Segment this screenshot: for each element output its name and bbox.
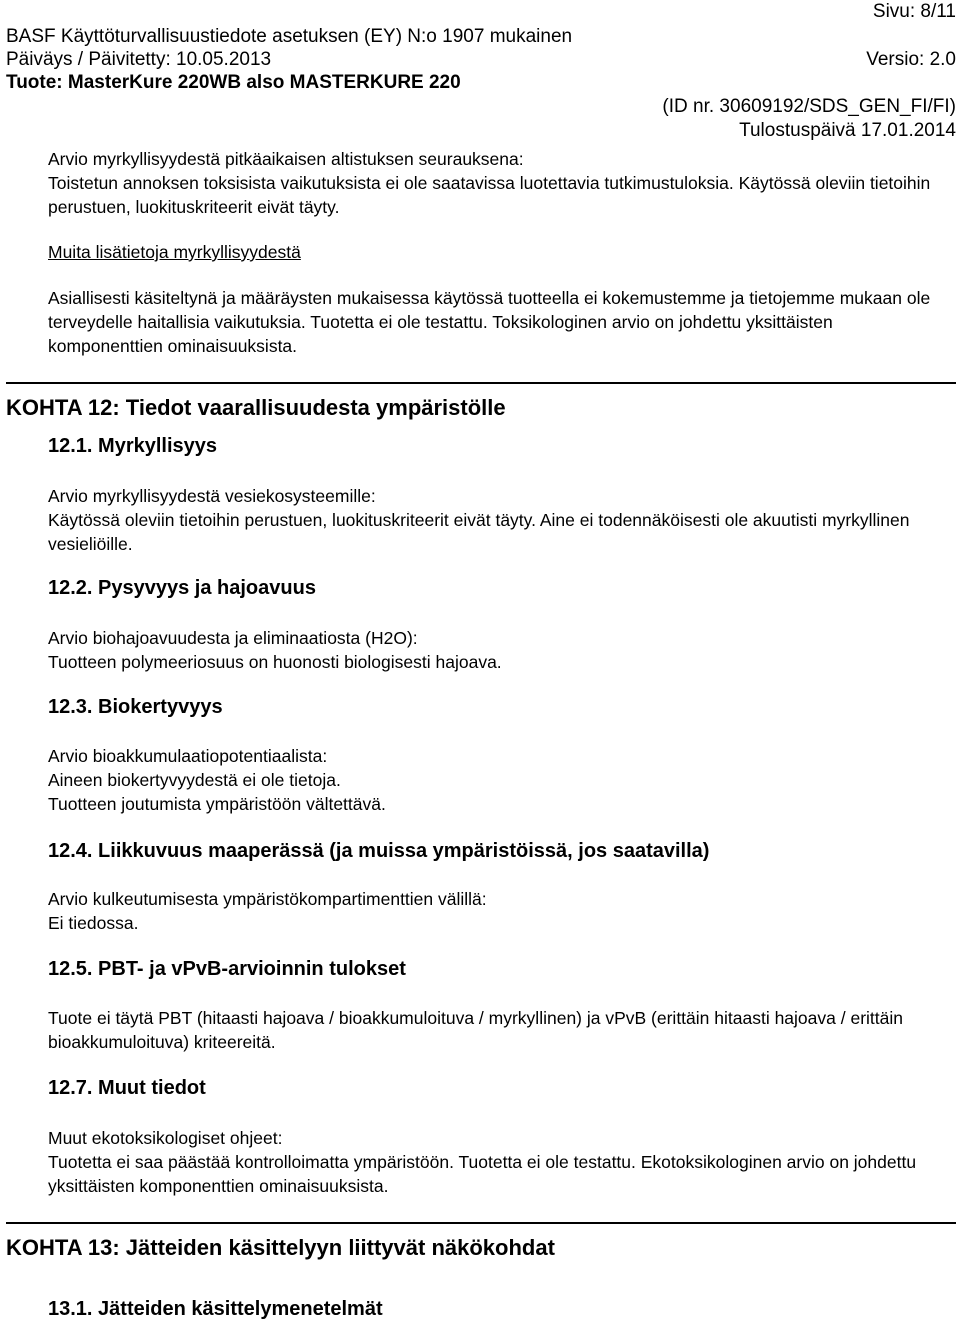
document-title: BASF Käyttöturvallisuustiedote asetuksen (EY) N:o 1907 mukainen [6, 26, 573, 47]
product-name: Tuote: MasterKure 220WB also MASTERKURE 220 [6, 72, 461, 93]
document-version: Versio: 2.0 [866, 49, 956, 70]
chronic-toxicity-block [48, 147, 948, 219]
biodegradation-text: Tuotteen polymeeriosuus on huonosti biologisesti hajoava. [48, 652, 502, 672]
subsection-12-1-body [48, 484, 948, 556]
subsection-13-1-heading: 13.1. Jätteiden käsittelymenetelmät [48, 1298, 383, 1320]
more-toxicity-text-block [48, 286, 948, 358]
pbt-text: Tuote ei täytä PBT (hitaasti hajoava / bioakkumuloituva / myrkyllinen) ja vPvB (erittäin hitaasti hajoava / erittäin bioakkumuloituva) kriteereitä. [48, 1008, 903, 1052]
subsection-12-3-heading: 12.3. Biokertyvyys [48, 696, 223, 718]
subsection-12-7-body [48, 1126, 948, 1198]
more-toxicity-text: Asiallisesti käsiteltynä ja määräysten mukaisessa käytössä tuotteella ei kokemustemme ja tietojemme mukaan ole terveydelle haitallisia vaikutuksia. Tuotetta ei ole testattu. Toksikologinen arvio on johdettu yksittäisten komponenttien ominaisuuksista. [48, 288, 931, 356]
subsection-12-2-body [48, 626, 948, 674]
section-12-title: KOHTA 12: Tiedot vaarallisuudesta ympäristölle [6, 395, 506, 420]
ecotox-label: Muut ekotoksikologiset ohjeet: [48, 1128, 283, 1148]
subsection-12-4-body [48, 887, 948, 935]
subsection-12-5-body [48, 1006, 948, 1054]
aquatic-toxicity-text: Käytössä oleviin tietoihin perustuen, luokituskriteerit eivät täyty. Aine ei todennäköisesti ole akuutisti myrkyllinen vesieliöille. [48, 510, 910, 554]
subsection-12-5-heading: 12.5. PBT- ja vPvB-arvioinnin tulokset [48, 958, 406, 980]
bioaccumulation-label: Arvio bioakkumulaatiopotentiaalista: [48, 746, 328, 766]
ecotox-text: Tuotetta ei saa päästää kontrolloimatta ympäristöön. Tuotetta ei ole testattu. Ekotoksikologinen arvio on johdettu yksittäisten komponenttien ominaisuuksista. [48, 1152, 917, 1196]
section-divider [6, 1222, 956, 1224]
subsection-12-7-heading: 12.7. Muut tiedot [48, 1077, 206, 1099]
document-id: (ID nr. 30609192/SDS_GEN_FI/FI) [662, 96, 956, 117]
print-date: Tulostuspäivä 17.01.2014 [739, 120, 956, 141]
chronic-toxicity-label: Arvio myrkyllisyydestä pitkäaikaisen altistuksen seurauksena: [48, 149, 524, 169]
mobility-text: Ei tiedossa. [48, 913, 139, 933]
subsection-12-4-heading: 12.4. Liikkuvuus maaperässä (ja muissa ympäristöissä, jos saatavilla) [48, 840, 710, 862]
subsection-12-3-body [48, 744, 948, 816]
aquatic-toxicity-label: Arvio myrkyllisyydestä vesiekosysteemille: [48, 486, 376, 506]
subsection-12-2-heading: 12.2. Pysyvyys ja hajoavuus [48, 577, 316, 599]
biodegradation-label: Arvio biohajoavuudesta ja eliminaatiosta (H2O): [48, 628, 418, 648]
document-date: Päiväys / Päivitetty: 10.05.2013 [6, 49, 272, 70]
section-divider [6, 382, 956, 384]
mobility-label: Arvio kulkeutumisesta ympäristökompartimenttien välillä: [48, 889, 487, 909]
section-13-title: KOHTA 13: Jätteiden käsittelyyn liittyvät näkökohdat [6, 1235, 555, 1260]
chronic-toxicity-text: Toistetun annoksen toksisista vaikutuksista ei ole saatavissa luotettavia tutkimustuloksia. Käytössä oleviin tietoihin perustuen, luokituskriteerit eivät täyty. [48, 173, 931, 217]
subsection-12-1-heading: 12.1. Myrkyllisyys [48, 435, 218, 457]
more-toxicity-block [48, 240, 948, 264]
page-number: Sivu: 8/11 [872, 1, 956, 22]
more-toxicity-heading: Muita lisätietoja myrkyllisyydestä [48, 242, 301, 262]
bioaccumulation-text: Aineen biokertyvyydestä ei ole tietoja. [48, 770, 341, 790]
environment-release-text: Tuotteen joutumista ympäristöön vältettävä. [48, 794, 386, 814]
